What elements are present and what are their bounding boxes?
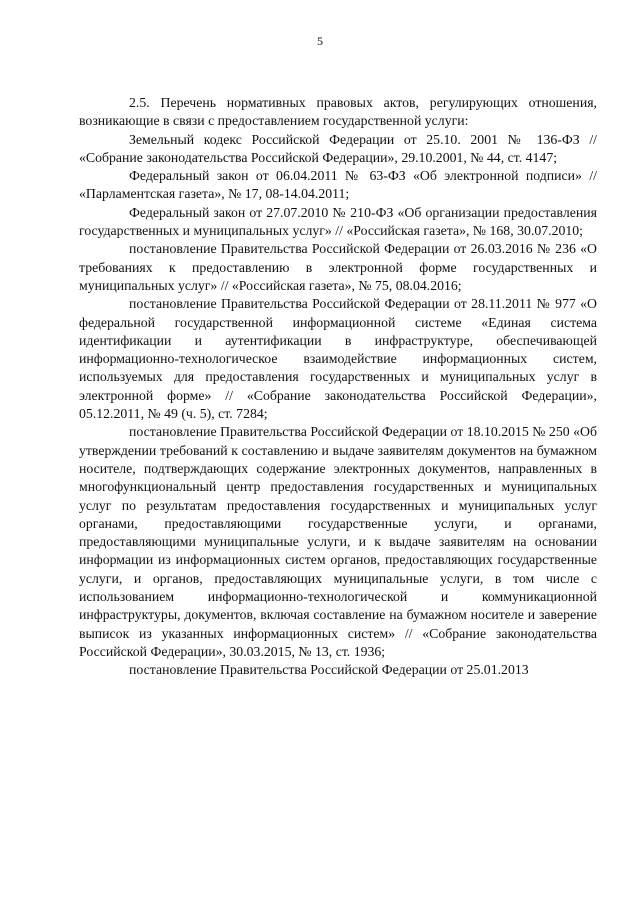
paragraph-decree-250: постановление Правительства Российской Федерации от 18.10.2015 № 250 «Об утверждении требований к составлению и выдаче заявителям документов на бумажном носителе, подтверждающих содержание электронных документов, направленных в многофункциональный центр предоставления государственных и муниципальных услуг по результатам предоставления государственных и муниципальных услуг органами, предоставляющими государственные услуги, и органами, предоставляющими муниципальные услуги, и к выдаче заявителям на основании информации из информационных систем органов, предоставляющих государственные услуги, и органов, предоставляющих муниципальные услуги, в том числе с использованием информационно-технологической и коммуникационной инфраструктуры, документов, включая составление на бумажном носителе и заверение выписок из указанных информационных систем» // «Собрание законодательства Российской Федерации», 30.03.2015, № 13, ст. 1936; <box>79 424 597 659</box>
document-body <box>79 94 597 680</box>
paragraph-law-210fz: Федеральный закон от 27.07.2010 № 210-ФЗ «Об организации предоставления государственных и муниципальных услуг» // «Российская газета», № 168, 30.07.2010; <box>79 204 597 239</box>
paragraph-decree-2013: постановление Правительства Российской Федерации от 25.01.2013 <box>129 662 529 678</box>
page-number: 5 <box>317 34 323 48</box>
paragraph-section-heading: 2.5. Перечень нормативных правовых актов, регулирующих отношения, возникающие в связи с предоставлением государственной услуги: <box>79 95 597 129</box>
paragraph-decree-236: постановление Правительства Российской Федерации от 26.03.2016 № 236 «О требованиях к предоставлению в электронной форме государственных и муниципальных услуг» // «Российская газета», № 75, 08.04.2016; <box>79 241 597 293</box>
paragraph-land-code: Земельный кодекс Российской Федерации от 25.10. 2001 № 136-ФЗ // «Собрание законодательства Российской Федерации», 29.10.2001, № 44, ст. 4147; <box>79 131 597 165</box>
paragraph-decree-977: постановление Правительства Российской Федерации от 28.11.2011 № 977 «О федеральной государственной информационной системе «Единая система идентификации и аутентификации в инфраструктуре, обеспечивающей информационно-технологическое взаимодействие информационных систем, используемых для предоставления государственных и муниципальных услуг в электронной форме» // «Собрание законодательства Российской Федерации», 05.12.2011, № 49 (ч. 5), ст. 7284; <box>79 296 597 422</box>
paragraph-law-63fz: Федеральный закон от 06.04.2011 № 63-ФЗ «Об электронной подписи» // «Парламентская газета», № 17, 08-14.04.2011; <box>79 168 597 202</box>
